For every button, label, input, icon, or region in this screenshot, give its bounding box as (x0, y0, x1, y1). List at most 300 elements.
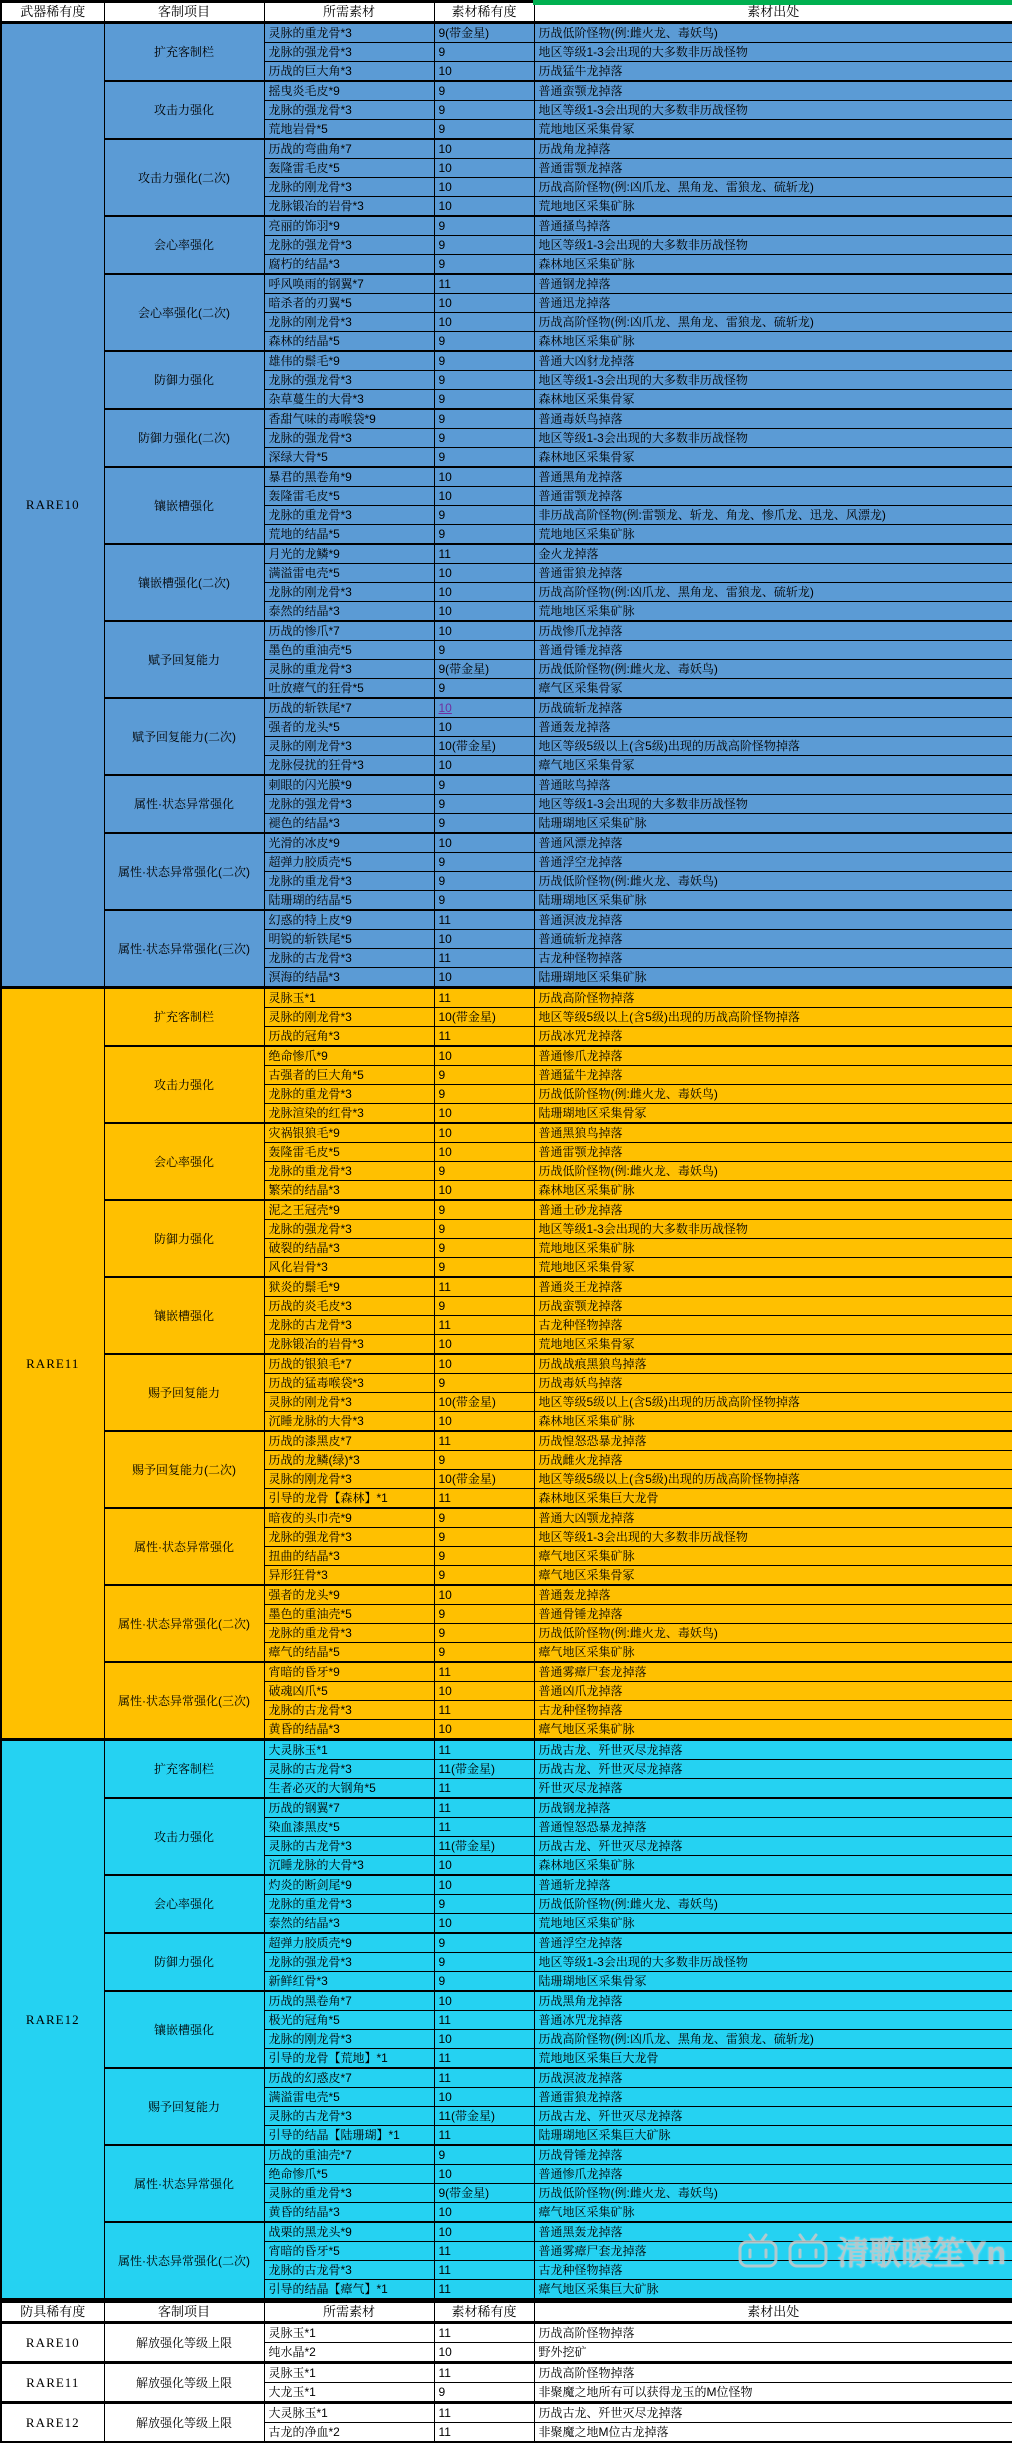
custom-item-label: 防御力强化(二次) (104, 409, 264, 467)
material-rarity-cell: 10 (434, 2165, 534, 2184)
required-material-cell: 泰然的结晶*3 (264, 1914, 434, 1934)
table-row (1, 698, 1012, 718)
required-material-cell: 引导的结晶【瘴气】*1 (264, 2280, 434, 2300)
material-source-cell: 普通雷颚龙掉落 (534, 159, 1012, 178)
material-source-cell: 普通迅龙掉落 (534, 294, 1012, 313)
material-source-cell: 陆珊瑚地区采集骨冢 (534, 1104, 1012, 1124)
material-rarity-cell: 11 (434, 2261, 534, 2280)
material-rarity-cell: 9 (434, 641, 534, 660)
material-rarity-cell: 9 (434, 236, 534, 255)
weapon-rarity-label: RARE10 (1, 23, 104, 988)
material-source-cell: 荒地地区采集矿脉 (534, 525, 1012, 545)
custom-item-label: 防御力强化 (104, 1933, 264, 1991)
material-rarity-cell (434, 698, 534, 718)
required-material-cell: 灵脉的古龙骨*3 (264, 1760, 434, 1779)
required-material-cell: 沉睡龙脉的大骨*3 (264, 1856, 434, 1876)
material-rarity-cell: 10 (434, 2088, 534, 2107)
material-rarity-cell: 9 (434, 872, 534, 891)
material-source-cell: 瘴气地区采集矿脉 (534, 1720, 1012, 1740)
table-row (1, 1200, 1012, 1220)
material-source-cell: 历战高阶怪物(例:凶爪龙、黑角龙、雷狼龙、硫斩龙) (534, 583, 1012, 602)
material-source-cell: 普通惶怒恐暴龙掉落 (534, 1818, 1012, 1837)
material-rarity-cell: 9 (434, 1162, 534, 1181)
required-material-cell: 灼炎的断剑尾*9 (264, 1875, 434, 1895)
material-source-cell: 普通冰咒龙掉落 (534, 2011, 1012, 2030)
material-rarity-cell: 10 (434, 139, 534, 159)
col-header-armor-rarity: 防具稀有度 (1, 2302, 104, 2323)
custom-item-label: 防御力强化 (104, 351, 264, 409)
material-source-cell: 普通毒妖鸟掉落 (534, 409, 1012, 429)
material-rarity-cell: 11 (434, 1277, 534, 1297)
required-material-cell: 强者的龙头*9 (264, 1585, 434, 1605)
material-rarity-cell: 11 (434, 2049, 534, 2069)
required-material-cell: 龙脉的强龙骨*3 (264, 101, 434, 120)
required-material-cell: 龙脉的刚龙骨*3 (264, 583, 434, 602)
custom-item-label: 赐予回复能力 (104, 2068, 264, 2145)
table-row (1, 409, 1012, 429)
material-rarity-cell: 9 (434, 1972, 534, 1992)
material-rarity-cell: 11 (434, 910, 534, 930)
required-material-cell: 呼风唤雨的钢翼*7 (264, 274, 434, 294)
required-material-cell: 战栗的黑龙头*9 (264, 2222, 434, 2242)
col-header-required-material: 所需素材 (264, 2, 434, 23)
material-rarity-cell: 10 (434, 564, 534, 583)
material-rarity-cell: 10 (434, 1104, 534, 1124)
table-row (1, 139, 1012, 159)
material-rarity-cell: 9 (434, 1220, 534, 1239)
custom-item-label: 攻击力强化 (104, 1046, 264, 1123)
material-source-cell: 历战战痕黑狼鸟掉落 (534, 1354, 1012, 1374)
material-rarity-cell: 11 (434, 274, 534, 294)
custom-item-label: 属性·状态异常强化 (104, 1508, 264, 1585)
material-rarity-cell: 9 (434, 506, 534, 525)
required-material-cell: 绝命惨爪*9 (264, 1046, 434, 1066)
material-rarity-cell: 11(带金星) (434, 1760, 534, 1779)
required-material-cell: 染血漆黑皮*5 (264, 1818, 434, 1837)
material-source-cell: 普通浮空龙掉落 (534, 853, 1012, 872)
required-material-cell: 腐朽的结晶*3 (264, 255, 434, 275)
material-rarity-cell: 11 (434, 1818, 534, 1837)
required-material-cell: 黄昏的结晶*3 (264, 1720, 434, 1740)
custom-item-label: 扩充客制栏 (104, 23, 264, 82)
material-source-cell: 古龙种怪物掉落 (534, 1701, 1012, 1720)
material-source-cell: 森林地区采集矿脉 (534, 1856, 1012, 1876)
table-row (1, 216, 1012, 236)
material-rarity-cell: 10 (434, 1181, 534, 1201)
table-row (1, 1046, 1012, 1066)
material-source-cell: 历战骨锤龙掉落 (534, 2145, 1012, 2165)
material-rarity-cell: 9 (434, 1508, 534, 1528)
material-source-cell: 陆珊瑚地区采集骨冢 (534, 1972, 1012, 1992)
required-material-cell: 历战的炎毛皮*3 (264, 1297, 434, 1316)
material-rarity-cell: 11 (434, 1316, 534, 1335)
material-rarity-cell: 9 (434, 43, 534, 62)
table-row (1, 274, 1012, 294)
material-source-cell: 普通钢龙掉落 (534, 274, 1012, 294)
required-material-cell: 龙脉的古龙骨*3 (264, 2261, 434, 2280)
material-rarity-cell: 10 (434, 62, 534, 82)
material-rarity-cell: 10 (434, 833, 534, 853)
required-material-cell: 满溢雷电壳*5 (264, 564, 434, 583)
material-rarity-cell: 11 (434, 988, 534, 1008)
required-material-cell: 灵脉的古龙骨*3 (264, 1837, 434, 1856)
weapon-table-body (1, 23, 1012, 2300)
material-source-cell: 地区等级1-3会出现的大多数非历战怪物 (534, 1953, 1012, 1972)
material-source-cell: 历战高阶怪物(例:凶爪龙、黑角龙、雷狼龙、硫斩龙) (534, 2030, 1012, 2049)
required-material-cell: 暗杀者的刃翼*5 (264, 294, 434, 313)
table-row (1, 775, 1012, 795)
material-source-cell: 普通硫斩龙掉落 (534, 930, 1012, 949)
material-source-cell: 荒地地区采集矿脉 (534, 602, 1012, 622)
material-source-cell: 陆珊瑚地区采集矿脉 (534, 968, 1012, 988)
armor-rarity-label: RARE10 (1, 2323, 104, 2363)
custom-item-label: 会心率强化(二次) (104, 274, 264, 351)
required-material-cell: 溟海的结晶*3 (264, 968, 434, 988)
material-source-cell: 历战古龙、歼世灭尽龙掉落 (534, 2403, 1012, 2423)
material-source-cell: 普通雷狼龙掉落 (534, 564, 1012, 583)
required-material-cell: 龙脉的重龙骨*3 (264, 506, 434, 525)
required-material-cell: 灵脉玉*1 (264, 988, 434, 1008)
material-rarity-cell: 10 (434, 756, 534, 776)
material-source-cell: 地区等级1-3会出现的大多数非历战怪物 (534, 371, 1012, 390)
table-row (1, 910, 1012, 930)
material-rarity-cell: 10 (434, 1585, 534, 1605)
required-material-cell: 黄昏的结晶*3 (264, 2203, 434, 2223)
material-source-cell: 森林地区采集骨冢 (534, 448, 1012, 468)
material-rarity-cell: 9 (434, 1933, 534, 1953)
material-rarity-cell: 10(带金星) (434, 1393, 534, 1412)
required-material-cell: 超弹力胶质壳*5 (264, 853, 434, 872)
material-source-cell: 森林地区采集矿脉 (534, 332, 1012, 352)
material-source-cell: 瘴气地区采集矿脉 (534, 2203, 1012, 2223)
required-material-cell: 灵脉玉*1 (264, 2363, 434, 2383)
required-material-cell: 历战的斩铁尾*7 (264, 698, 434, 718)
material-source-cell: 瘴气地区采集骨冢 (534, 1566, 1012, 1586)
material-source-cell: 普通蛮颚龙掉落 (534, 81, 1012, 101)
material-rarity-cell: 9 (434, 1624, 534, 1643)
required-material-cell: 龙脉的强龙骨*3 (264, 43, 434, 62)
material-source-cell: 荒地地区采集矿脉 (534, 1914, 1012, 1934)
material-rarity-cell: 10 (434, 621, 534, 641)
custom-item-label: 防御力强化 (104, 1200, 264, 1277)
linked-rarity-value[interactable]: 10 (438, 701, 452, 715)
material-rarity-cell: 11 (434, 1662, 534, 1682)
required-material-cell: 扭曲的结晶*3 (264, 1547, 434, 1566)
required-material-cell: 龙脉的重龙骨*3 (264, 1624, 434, 1643)
watermark-text: 清歌暖笙Yn (837, 2235, 1006, 2271)
material-rarity-cell: 11 (434, 2068, 534, 2088)
custom-item-label: 属性·状态异常强化(三次) (104, 1662, 264, 1740)
material-rarity-cell: 11 (434, 949, 534, 968)
required-material-cell: 历战的猛毒喉袋*3 (264, 1374, 434, 1393)
material-source-cell: 歼世灭尽龙掉落 (534, 1779, 1012, 1799)
required-material-cell: 历战的巨大角*3 (264, 62, 434, 82)
material-rarity-cell: 10 (434, 718, 534, 737)
material-rarity-cell: 11 (434, 1798, 534, 1818)
material-source-cell: 普通黑轰龙掉落 (534, 2222, 1012, 2242)
table-row (1, 2145, 1012, 2165)
required-material-cell: 吐放瘴气的狂骨*5 (264, 679, 434, 699)
required-material-cell: 龙脉渲染的红骨*3 (264, 1104, 434, 1124)
custom-item-label: 属性·状态异常强化 (104, 775, 264, 833)
required-material-cell: 灵脉的重龙骨*3 (264, 23, 434, 43)
required-material-cell: 历战的漆黑皮*7 (264, 1431, 434, 1451)
material-source-cell: 普通雾瘴尸套龙掉落 (534, 1662, 1012, 1682)
material-source-cell: 荒地地区采集骨冢 (534, 1335, 1012, 1355)
table-row (1, 1585, 1012, 1605)
material-rarity-cell: 11 (434, 2363, 534, 2383)
material-rarity-cell: 10 (434, 294, 534, 313)
armor-rarity-label: RARE12 (1, 2403, 104, 2443)
required-material-cell: 明锐的斩铁尾*5 (264, 930, 434, 949)
required-material-cell: 瘴气的结晶*5 (264, 1643, 434, 1663)
table-row (1, 1123, 1012, 1143)
required-material-cell: 杂草蔓生的大骨*3 (264, 390, 434, 410)
material-source-cell: 非聚魔之地所有可以获得龙玉的M位怪物 (534, 2383, 1012, 2403)
material-source-cell: 野外挖矿 (534, 2343, 1012, 2363)
material-source-cell: 普通炎王龙掉落 (534, 1277, 1012, 1297)
table-row (1, 544, 1012, 564)
required-material-cell: 灵脉的重龙骨*3 (264, 660, 434, 679)
material-rarity-cell: 10 (434, 159, 534, 178)
table-row (1, 621, 1012, 641)
col-header-material-rarity: 素材稀有度 (434, 2, 534, 23)
material-source-cell: 历战低阶怪物(例:雌火龙、毒妖鸟) (534, 2184, 1012, 2203)
material-source-cell: 历战雌火龙掉落 (534, 1451, 1012, 1470)
material-rarity-cell: 9(带金星) (434, 23, 534, 43)
col-header-material-rarity: 素材稀有度 (434, 2302, 534, 2323)
material-rarity-cell: 9 (434, 448, 534, 468)
material-rarity-cell: 11 (434, 2403, 534, 2423)
material-rarity-cell: 11 (434, 2280, 534, 2300)
custom-item-label: 攻击力强化(二次) (104, 139, 264, 216)
material-source-cell: 荒地地区采集矿脉 (534, 1239, 1012, 1258)
material-rarity-cell: 10 (434, 1143, 534, 1162)
required-material-cell: 龙脉的强龙骨*3 (264, 1528, 434, 1547)
material-rarity-cell: 11(带金星) (434, 1837, 534, 1856)
material-rarity-cell: 10 (434, 2222, 534, 2242)
material-rarity-cell: 11 (434, 2242, 534, 2261)
required-material-cell: 龙脉的刚龙骨*3 (264, 2030, 434, 2049)
armor-custom-upgrade-table (0, 2300, 1012, 2443)
required-material-cell: 引导的龙骨【森林】*1 (264, 1489, 434, 1509)
required-material-cell: 龙脉的强龙骨*3 (264, 1220, 434, 1239)
material-source-cell: 历战低阶怪物(例:雌火龙、毒妖鸟) (534, 1085, 1012, 1104)
custom-item-label: 扩充客制栏 (104, 988, 264, 1047)
required-material-cell: 历战的幻惑皮*7 (264, 2068, 434, 2088)
material-source-cell: 森林地区采集骨冢 (534, 390, 1012, 410)
required-material-cell: 龙脉侵扰的狂骨*3 (264, 756, 434, 776)
required-material-cell: 龙脉的强龙骨*3 (264, 236, 434, 255)
required-material-cell: 龙脉锻冶的岩骨*3 (264, 1335, 434, 1355)
custom-item-label: 扩充客制栏 (104, 1740, 264, 1799)
material-rarity-cell: 9 (434, 814, 534, 834)
material-rarity-cell: 9 (434, 1297, 534, 1316)
material-rarity-cell: 10 (434, 583, 534, 602)
material-rarity-cell: 9 (434, 1528, 534, 1547)
material-rarity-cell: 11 (434, 544, 534, 564)
material-source-cell: 历战高阶怪物(例:凶爪龙、黑角龙、雷狼龙、硫斩龙) (534, 313, 1012, 332)
custom-item-label: 会心率强化 (104, 216, 264, 274)
table-row (1, 2222, 1012, 2242)
required-material-cell: 宵暗的昏牙*9 (264, 1662, 434, 1682)
required-material-cell: 刺眼的闪光膜*9 (264, 775, 434, 795)
required-material-cell: 轰隆雷毛皮*5 (264, 1143, 434, 1162)
material-rarity-cell: 10 (434, 1720, 534, 1740)
required-material-cell: 新鲜红骨*3 (264, 1972, 434, 1992)
col-header-custom-item: 客制项目 (104, 2, 264, 23)
custom-item-label: 属性·状态异常强化 (104, 2145, 264, 2222)
material-rarity-cell: 10 (434, 1354, 534, 1374)
required-material-cell: 生者必灭的大钢角*5 (264, 1779, 434, 1799)
required-material-cell: 灾祸银狼毛*9 (264, 1123, 434, 1143)
custom-item-label: 攻击力强化 (104, 1798, 264, 1875)
material-source-cell: 普通眩鸟掉落 (534, 775, 1012, 795)
armor-rarity-label: RARE11 (1, 2363, 104, 2403)
required-material-cell: 暗夜的头巾壳*9 (264, 1508, 434, 1528)
material-source-cell: 地区等级1-3会出现的大多数非历战怪物 (534, 1220, 1012, 1239)
material-rarity-cell: 10 (434, 1991, 534, 2011)
required-material-cell: 超弹力胶质壳*9 (264, 1933, 434, 1953)
material-rarity-cell: 9 (434, 1258, 534, 1278)
required-material-cell: 灵脉的刚龙骨*3 (264, 1393, 434, 1412)
material-rarity-cell: 10 (434, 1682, 534, 1701)
custom-item-label: 属性·状态异常强化(二次) (104, 1585, 264, 1662)
material-rarity-cell: 11(带金星) (434, 2107, 534, 2126)
required-material-cell: 破魂凶爪*5 (264, 1682, 434, 1701)
material-rarity-cell: 9 (434, 775, 534, 795)
required-material-cell: 龙脉的古龙骨*3 (264, 1316, 434, 1335)
material-rarity-cell: 10 (434, 2203, 534, 2223)
material-rarity-cell: 9 (434, 1451, 534, 1470)
material-rarity-cell: 10 (434, 1412, 534, 1432)
required-material-cell: 引导的龙骨【荒地】*1 (264, 2049, 434, 2069)
material-source-cell: 普通雷狼龙掉落 (534, 2088, 1012, 2107)
material-rarity-cell: 9 (434, 390, 534, 410)
material-source-cell: 历战蛮颚龙掉落 (534, 1297, 1012, 1316)
required-material-cell: 陆珊瑚的结晶*5 (264, 891, 434, 911)
material-source-cell: 普通黑狼鸟掉落 (534, 1123, 1012, 1143)
material-source-cell: 历战低阶怪物(例:雌火龙、毒妖鸟) (534, 660, 1012, 679)
armor-table-header-row (1, 2302, 1012, 2323)
table-row (1, 1740, 1012, 1760)
required-material-cell: 深绿大骨*5 (264, 448, 434, 468)
table-row (1, 1991, 1012, 2011)
material-source-cell: 古龙种怪物掉落 (534, 2261, 1012, 2280)
material-source-cell: 地区等级1-3会出现的大多数非历战怪物 (534, 101, 1012, 120)
custom-item-label: 属性·状态异常强化(二次) (104, 2222, 264, 2299)
material-source-cell: 历战低阶怪物(例:雌火龙、毒妖鸟) (534, 23, 1012, 43)
required-material-cell: 历战的弯曲角*7 (264, 139, 434, 159)
material-source-cell: 普通大凶豺龙掉落 (534, 351, 1012, 371)
table-row (1, 1933, 1012, 1953)
material-source-cell: 瘴气地区采集矿脉 (534, 1643, 1012, 1663)
required-material-cell: 龙脉的重龙骨*3 (264, 1162, 434, 1181)
required-material-cell: 古龙的净血*2 (264, 2423, 434, 2443)
material-rarity-cell: 9 (434, 409, 534, 429)
material-rarity-cell: 11 (434, 2423, 534, 2443)
material-source-cell: 荒地地区采集矿脉 (534, 197, 1012, 217)
required-material-cell: 香甜气味的毒喉袋*9 (264, 409, 434, 429)
material-rarity-cell: 9 (434, 120, 534, 140)
material-source-cell: 普通惨爪龙掉落 (534, 2165, 1012, 2184)
material-source-cell: 普通大凶颚龙掉落 (534, 1508, 1012, 1528)
custom-item-label: 赋予回复能力 (104, 621, 264, 698)
material-source-cell: 森林地区采集矿脉 (534, 1181, 1012, 1201)
required-material-cell: 灵脉的刚龙骨*3 (264, 737, 434, 756)
material-rarity-cell: 9 (434, 101, 534, 120)
required-material-cell: 暴君的黑卷角*9 (264, 467, 434, 487)
material-rarity-cell: 9 (434, 1953, 534, 1972)
material-rarity-cell: 9 (434, 1895, 534, 1914)
custom-item-label: 赋予回复能力(二次) (104, 698, 264, 775)
material-source-cell: 普通黑角龙掉落 (534, 467, 1012, 487)
material-source-cell: 历战古龙、歼世灭尽龙掉落 (534, 2107, 1012, 2126)
required-material-cell: 历战的重油壳*7 (264, 2145, 434, 2165)
material-source-cell: 历战黑角龙掉落 (534, 1991, 1012, 2011)
table-row (1, 988, 1012, 1008)
material-source-cell: 普通轰龙掉落 (534, 1585, 1012, 1605)
material-source-cell: 历战古龙、歼世灭尽龙掉落 (534, 1740, 1012, 1760)
material-source-cell: 森林地区采集矿脉 (534, 255, 1012, 275)
required-material-cell: 轰隆雷毛皮*5 (264, 487, 434, 506)
required-material-cell: 龙脉的强龙骨*3 (264, 1953, 434, 1972)
required-material-cell: 灵脉的重龙骨*3 (264, 2184, 434, 2203)
material-rarity-cell: 9 (434, 1239, 534, 1258)
table-row (1, 1875, 1012, 1895)
material-source-cell: 陆珊瑚地区采集巨大矿脉 (534, 2126, 1012, 2146)
table-row (1, 467, 1012, 487)
material-source-cell: 普通浮空龙掉落 (534, 1933, 1012, 1953)
required-material-cell: 沉睡龙脉的大骨*3 (264, 1412, 434, 1432)
required-material-cell: 引导的结晶【陆珊瑚】*1 (264, 2126, 434, 2146)
required-material-cell: 历战的龙鳞(绿)*3 (264, 1451, 434, 1470)
material-rarity-cell: 10 (434, 602, 534, 622)
green-accent-bar (533, 0, 1012, 5)
material-source-cell: 地区等级1-3会出现的大多数非历战怪物 (534, 43, 1012, 62)
table-row (1, 81, 1012, 101)
material-source-cell: 金火龙掉落 (534, 544, 1012, 564)
table-row (1, 2403, 1012, 2423)
custom-item-label: 解放强化等级上限 (104, 2323, 264, 2363)
material-source-cell: 非聚魔之地M位古龙掉落 (534, 2423, 1012, 2443)
required-material-cell: 龙脉的古龙骨*3 (264, 1701, 434, 1720)
required-material-cell: 历战的惨爪*7 (264, 621, 434, 641)
material-source-cell: 历战低阶怪物(例:雌火龙、毒妖鸟) (534, 1895, 1012, 1914)
custom-item-label: 赐予回复能力(二次) (104, 1431, 264, 1508)
table-row (1, 1431, 1012, 1451)
weapon-rarity-label: RARE11 (1, 988, 104, 1740)
material-source-cell: 历战高阶怪物掉落 (534, 2323, 1012, 2343)
required-material-cell: 幻惑的特上皮*9 (264, 910, 434, 930)
material-rarity-cell: 10 (434, 1335, 534, 1355)
table-row (1, 1277, 1012, 1297)
col-header-material-source: 素材出处 (534, 2302, 1012, 2323)
material-rarity-cell: 9 (434, 891, 534, 911)
table-row (1, 1354, 1012, 1374)
material-source-cell: 地区等级5级以上(含5级)出现的历战高阶怪物掉落 (534, 1470, 1012, 1489)
required-material-cell: 龙脉的强龙骨*3 (264, 371, 434, 390)
table-row (1, 2363, 1012, 2383)
required-material-cell: 雄伟的鬃毛*9 (264, 351, 434, 371)
weapon-rarity-label: RARE12 (1, 1740, 104, 2300)
material-source-cell: 普通土砂龙掉落 (534, 1200, 1012, 1220)
material-source-cell: 历战角龙掉落 (534, 139, 1012, 159)
required-material-cell: 大灵脉玉*1 (264, 2403, 434, 2423)
material-rarity-cell: 9 (434, 1566, 534, 1586)
material-rarity-cell: 9 (434, 216, 534, 236)
required-material-cell: 纯水晶*2 (264, 2343, 434, 2363)
